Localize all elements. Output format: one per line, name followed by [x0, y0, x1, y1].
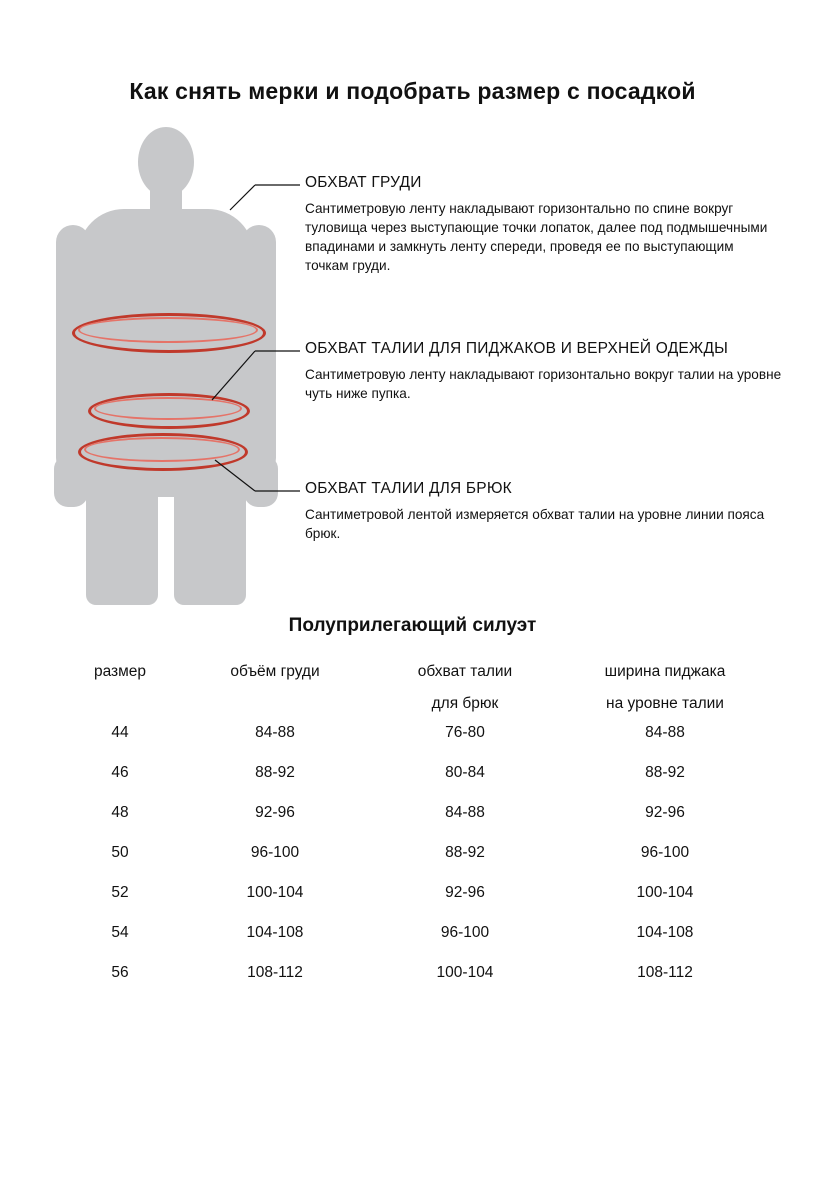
size-table-col-header-size — [60, 660, 180, 713]
size-table-body — [60, 713, 770, 993]
callout-chest — [305, 174, 775, 275]
tape-waist-trousers-highlight-icon — [84, 437, 240, 462]
table-cell-waist: 84-88 — [445, 804, 485, 821]
size-table-header-row — [60, 660, 770, 713]
table-cell-jacket-width: 96-100 — [640, 844, 690, 861]
table-cell-chest: 96-100 — [250, 844, 300, 861]
size-table-col-header-size-main: размер — [93, 663, 147, 680]
size-table-col-header-jacket-width-sub: на уровне талии — [606, 695, 724, 712]
size-table-col-header-waist — [370, 660, 560, 713]
table-cell-waist: 96-100 — [440, 924, 490, 941]
figure-hand-right — [244, 455, 278, 507]
table-cell-chest: 88-92 — [255, 764, 295, 781]
table-cell-chest: 92-96 — [255, 804, 295, 821]
callout-waist-trousers — [305, 480, 775, 543]
table-row — [60, 913, 770, 953]
table-cell-chest: 84-88 — [255, 724, 295, 741]
table-row — [60, 833, 770, 873]
table-cell-jacket-width: 100-104 — [636, 884, 694, 901]
figure-leg-left — [86, 497, 158, 605]
table-row — [60, 793, 770, 833]
table-cell-waist: 92-96 — [445, 884, 485, 901]
callout-waist-trousers-body: Сантиметровой лентой измеряется обхват талии на уровне линии пояса брюк. — [305, 507, 765, 541]
table-cell-waist: 80-84 — [445, 764, 485, 781]
callout-waist-jacket — [305, 340, 795, 403]
callout-waist-jacket-body: Сантиметровую ленту накладывают горизонтально вокруг талии на уровне чуть ниже пупка. — [305, 367, 782, 401]
size-table-col-header-jacket-width — [560, 660, 770, 713]
size-table-col-header-jacket-width-main: ширина пиджака — [604, 663, 726, 680]
size-table-col-header-waist-main: обхват талии — [417, 663, 513, 680]
table-cell-jacket-width: 104-108 — [636, 924, 694, 941]
table-cell-jacket-width: 88-92 — [645, 764, 685, 781]
table-cell-size: 46 — [111, 764, 129, 781]
figure-leg-right — [174, 497, 246, 605]
table-cell-waist: 88-92 — [445, 844, 485, 861]
size-table-col-header-waist-sub: для брюк — [431, 695, 499, 712]
figure-hand-left — [54, 455, 88, 507]
table-cell-size: 48 — [111, 804, 129, 821]
table-cell-chest: 104-108 — [246, 924, 304, 941]
body-figure-diagram — [30, 125, 290, 605]
table-row — [60, 953, 770, 993]
table-cell-jacket-width: 108-112 — [637, 964, 693, 981]
callout-waist-trousers-title: ОБХВАТ ТАЛИИ ДЛЯ БРЮК — [305, 480, 512, 497]
callout-waist-jacket-title: ОБХВАТ ТАЛИИ ДЛЯ ПИДЖАКОВ И ВЕРХНЕЙ ОДЕЖДЫ — [305, 340, 729, 357]
table-cell-size: 54 — [111, 924, 129, 941]
tape-waist-jacket-highlight-icon — [94, 397, 242, 420]
size-table-head — [60, 660, 770, 713]
table-cell-jacket-width: 84-88 — [645, 724, 685, 741]
table-cell-size: 52 — [111, 884, 129, 901]
table-cell-waist: 100-104 — [436, 964, 494, 981]
callout-chest-body: Сантиметровую ленту накладывают горизонтально по спине вокруг туловища через выступающие точки лопаток, далее под подмышечными впадинами и замкнуть ленту спереди, проведя ее по выступающим точкам груди. — [305, 201, 768, 273]
table-row — [60, 713, 770, 753]
size-table-col-header-chest — [180, 660, 370, 713]
figure-leg-gap — [158, 497, 174, 605]
size-table-col-header-chest-main: объём груди — [230, 663, 320, 680]
table-cell-jacket-width: 92-96 — [645, 804, 685, 821]
table-cell-waist: 76-80 — [445, 724, 485, 741]
table-row — [60, 873, 770, 913]
table-row — [60, 753, 770, 793]
table-cell-chest: 100-104 — [246, 884, 304, 901]
table-cell-size: 50 — [111, 844, 129, 861]
size-table — [60, 660, 770, 993]
page-title: Как снять мерки и подобрать размер с посадкой — [129, 78, 696, 104]
size-table-title: Полуприлегающий силуэт — [288, 615, 537, 636]
tape-chest-highlight-icon — [78, 317, 258, 343]
table-cell-size: 56 — [111, 964, 129, 981]
table-cell-chest: 108-112 — [247, 964, 303, 981]
callout-chest-title: ОБХВАТ ГРУДИ — [305, 174, 422, 191]
table-cell-size: 44 — [111, 724, 129, 741]
